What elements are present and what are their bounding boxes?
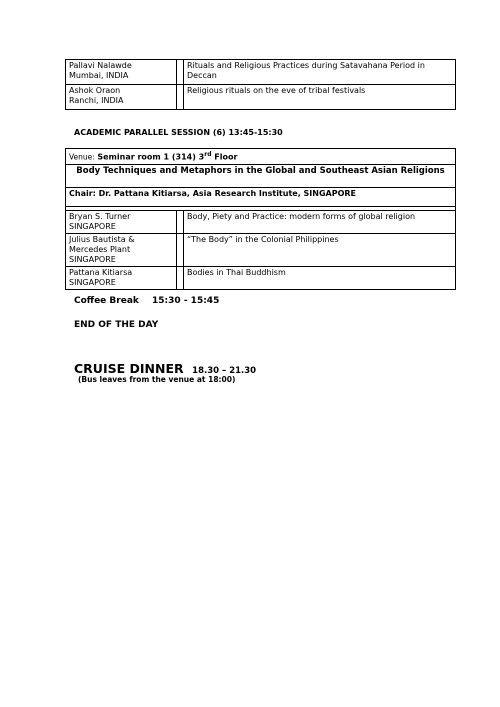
presenter-place: SINGAPORE xyxy=(69,277,116,287)
venue-value: Seminar room 1 (314) 3 xyxy=(97,152,205,162)
venue-floor: Floor xyxy=(211,152,238,162)
presenter-place: Mumbai, INDIA xyxy=(69,71,129,80)
presenter-place: Ranchi, INDIA xyxy=(69,96,124,105)
presenter-name: Pattana Kitiarsa xyxy=(69,267,133,277)
end-of-day: END OF THE DAY xyxy=(74,320,159,330)
presenter-cell xyxy=(66,266,177,289)
coffee-break-time: 15:30 - 15:45 xyxy=(152,296,220,306)
table-row xyxy=(66,60,456,85)
presenter-place: SINGAPORE xyxy=(69,254,116,264)
paper-title-cell: Body, Piety and Practice: modern forms of global religion xyxy=(184,210,456,233)
session-table xyxy=(65,148,456,290)
spacer-cell xyxy=(177,85,184,110)
venue-label: Venue: xyxy=(69,152,95,162)
presenter-name: Bryan S. Turner xyxy=(69,211,131,221)
presenter-place: SINGAPORE xyxy=(69,221,116,231)
presenter-name: Ashok Oraon xyxy=(69,86,121,95)
presenter-cell xyxy=(66,233,177,266)
cruise-dinner-note: (Bus leaves from the venue at 18:00) xyxy=(78,375,236,384)
chair-cell: Chair: Dr. Pattana Kitiarsa, Asia Research Institute, SINGAPORE xyxy=(66,187,456,206)
presenter-name: Julius Bautista & Mercedes Plant xyxy=(69,234,135,254)
presenter-cell xyxy=(66,210,177,233)
presentations-table-top xyxy=(65,59,456,110)
presenter-name: Pallavi Nalawde xyxy=(69,61,132,70)
table-row xyxy=(66,210,456,233)
cruise-dinner xyxy=(74,361,256,376)
venue-sup: rd xyxy=(204,151,212,158)
presenter-cell xyxy=(66,85,177,110)
panel-title: Body Techniques and Metaphors in the Global and Southeast Asian Religions xyxy=(66,164,456,187)
coffee-break-label: Coffee Break xyxy=(74,296,139,306)
spacer-cell xyxy=(177,60,184,85)
table-row xyxy=(66,233,456,266)
chair-row xyxy=(66,187,456,206)
venue-cell xyxy=(66,149,456,165)
spacer-cell xyxy=(177,266,184,289)
presenter-cell xyxy=(66,60,177,85)
spacer-cell xyxy=(177,233,184,266)
paper-title-cell: Rituals and Religious Practices during Satavahana Period in Deccan xyxy=(184,60,456,85)
panel-title-row xyxy=(66,164,456,187)
session-heading: ACADEMIC PARALLEL SESSION (6) 13:45-15:30 xyxy=(74,128,283,137)
table-row xyxy=(66,85,456,110)
venue-row xyxy=(66,149,456,165)
coffee-break xyxy=(74,296,219,306)
spacer-cell xyxy=(177,210,184,233)
table-row xyxy=(66,266,456,289)
paper-title-cell: “The Body” in the Colonial Philippines xyxy=(184,233,456,266)
paper-title-cell: Religious rituals on the eve of tribal festivals xyxy=(184,85,456,110)
cruise-dinner-time: 18.30 – 21.30 xyxy=(192,366,257,376)
cruise-dinner-label: CRUISE DINNER xyxy=(74,361,184,376)
paper-title-cell: Bodies in Thai Buddhism xyxy=(184,266,456,289)
